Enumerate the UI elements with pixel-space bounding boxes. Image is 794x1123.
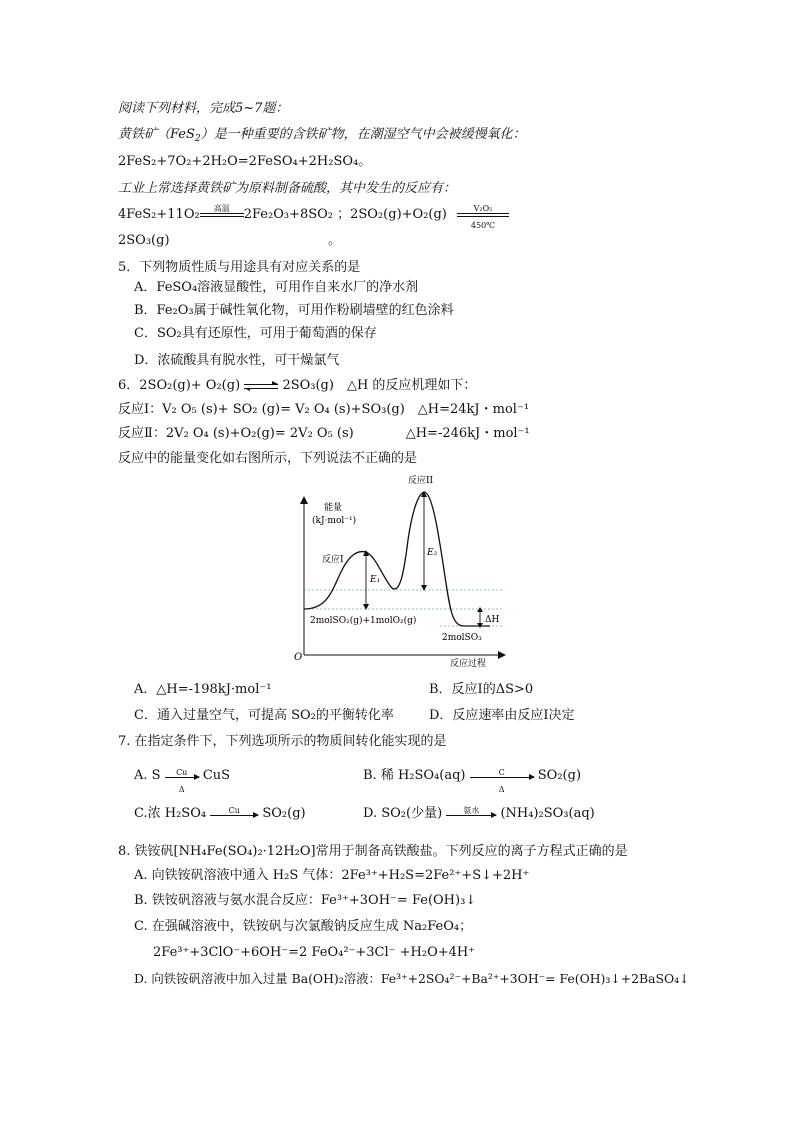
y-label-1: 能量 — [324, 503, 343, 513]
products-label: 2molSO₃ — [442, 633, 482, 643]
q7-option-b — [363, 767, 582, 794]
q7-d-top: 氨水 — [463, 806, 480, 815]
q8-option-b: B. 铁铵矾溶液与氨水混合反应：Fe³⁺+3OH⁻= Fe(OH)₃↓ — [134, 893, 477, 908]
pyrite-desc-a: 黄铁矿（FeS — [118, 127, 195, 142]
q7-c-top: Cu — [228, 806, 240, 815]
q6-option-a: A．△H=-198kJ·mol⁻¹ — [134, 682, 272, 697]
q7-a-top: Cu — [176, 768, 188, 777]
q6-stem-left: 6．2SO₂(g)+ O₂(g) — [118, 378, 241, 393]
q8-option-d: D. 向铁铵矾溶液中加入过量 Ba(OH)₂溶液：Fe³⁺+2SO₄²⁻+Ba²⁺+3OH⁻= Fe(OH)₃↓+2BaSO₄↓ — [134, 971, 690, 986]
q7-c-left: C.浓 H₂SO₄ — [134, 806, 207, 821]
q8-stem: 8. 铁铵矾[NH₄Fe(SO₄)₂·12H₂O]常用于制备高铁酸盐。下列反应的离子方程式正确的是 — [118, 844, 628, 859]
q7-option-c — [134, 805, 306, 823]
q7-a-right: CuS — [202, 768, 231, 783]
q7-option-a — [134, 767, 231, 794]
q5-option-b: B．Fe₂O₃属于碱性氧化物，可用作粉刷墙壁的红色涂料 — [134, 303, 454, 318]
x-label: 反应过程 — [450, 659, 487, 669]
q6-stem-right: 2SO₃(g) △H 的反应机理如下： — [282, 378, 477, 393]
q7-c-arrow-icon — [210, 806, 258, 815]
q6-reaction-2: 反应Ⅱ：2V₂ O₄ (s)+O₂(g)= 2V₂ O₅ (s) △H=-246kJ・mol⁻¹ — [118, 426, 530, 441]
q8-option-c: C. 在强碱溶液中，铁铵矾与次氯酸钠反应生成 Na₂FeO₄； — [134, 919, 473, 934]
q8-option-c-equation: 2Fe³⁺+3ClO⁻+6OH⁻=2 FeO₄²⁻+3Cl⁻ +H₂O+4H⁺ — [153, 945, 476, 960]
q7-c-right: SO₂(g) — [262, 806, 306, 821]
q7-b-bottom: Δ — [498, 785, 505, 794]
reversible-arrow-icon — [244, 382, 278, 390]
intro-industry: 工业上常选择黄铁矿为原料制备硫酸，其中发生的反应有： — [118, 181, 457, 196]
q6-stem — [118, 377, 476, 395]
q5-option-a: A．FeSO₄溶液显酸性，可用作自来水厂的净水剂 — [134, 280, 419, 295]
q6-option-d: D．反应速率由反应Ⅰ决定 — [429, 708, 575, 723]
q7-stem: 7. 在指定条件下，下列选项所示的物质间转化能实现的是 — [118, 734, 447, 749]
intro-dot: 。 — [328, 233, 342, 248]
q7-a-left: A. S — [134, 768, 161, 783]
q5-stem: 5．下列物质性质与用途具有对应关系的是 — [118, 260, 361, 275]
intro-eq1: 2FeS₂+7O₂+2H₂O=2FeSO₄+2H₂SO₄。 — [118, 154, 372, 169]
q5-option-c: C．SO₂具有还原性，可用于葡萄酒的保存 — [134, 326, 377, 341]
e2-label: E₂ — [427, 548, 438, 558]
intro-eq3-product: 2SO₃(g) — [118, 233, 170, 248]
q8-option-a: A. 向铁铵矾溶液中通入 H₂S 气体：2Fe³⁺+H₂S=2Fe²⁺+S↓+2H⁺ — [134, 868, 530, 883]
pyrite-desc-b: ）是一种重要的含铁矿物，在潮湿空气中会被缓慢氧化： — [200, 127, 526, 142]
q7-b-top: C — [498, 768, 505, 777]
q7-option-d — [363, 805, 595, 823]
intro-eq2 — [118, 203, 509, 230]
intro-read: 阅读下列材料，完成5~7题： — [118, 101, 289, 116]
eq2-condition-sign — [200, 203, 244, 219]
eq3-cond-bottom: 450℃ — [470, 220, 496, 230]
q7-b-left: B. 稀 H₂SO₄(aq) — [363, 768, 466, 783]
peak1-label: 反应I — [322, 555, 344, 565]
y-label-2: (kJ·mol⁻¹) — [312, 516, 357, 526]
q5-option-d: D．浓硫酸具有脱水性，可干燥氯气 — [134, 353, 340, 368]
q6-option-c: C．通入过量空气，可提高 SO₂的平衡转化率 — [134, 708, 394, 723]
q6-option-b: B．反应Ⅰ的ΔS>0 — [429, 682, 534, 697]
e1-label: E₁ — [370, 575, 381, 585]
reactants-label: 2molSO₂(g)+1molO₂(g) — [310, 616, 417, 626]
q7-b-arrow-icon — [470, 768, 534, 794]
q7-a-arrow-icon — [165, 768, 199, 794]
energy-diagram — [280, 470, 510, 670]
q7-b-right: SO₂(g) — [537, 768, 582, 783]
eq2-left: 4FeS₂+11O₂ — [118, 207, 200, 222]
q7-d-left: D. SO₂(少量) — [363, 806, 443, 821]
q7-d-right: (NH₄)₂SO₃(aq) — [500, 806, 595, 821]
q6-reaction-1: 反应Ⅰ：V₂ O₅ (s)+ SO₂ (g)= V₂ O₄ (s)+SO₃(g) △H=24kJ・mol⁻¹ — [118, 402, 530, 417]
q7-a-bottom: Δ — [178, 785, 185, 794]
intro-pyrite: 黄铁矿（FeS$_2$）是一种重要的含铁矿物，在潮湿空气中会被缓慢氧化： — [118, 127, 526, 144]
q6-desc: 反应中的能量变化如右图所示，下列说法不正确的是 — [118, 451, 418, 466]
peak2-label: 反应II — [408, 476, 434, 486]
eq2-right: 2Fe₂O₃+8SO₂ ；2SO₂(g)+O₂(g) — [243, 207, 447, 222]
eq3-cond-top: V₂O₅ — [473, 203, 493, 213]
eq3-condition-sign — [457, 203, 509, 230]
eq2-condition: 高温 — [213, 203, 230, 213]
dh-label: ΔH — [485, 615, 500, 625]
origin-label: O — [294, 652, 303, 663]
q7-d-arrow-icon — [446, 806, 496, 815]
